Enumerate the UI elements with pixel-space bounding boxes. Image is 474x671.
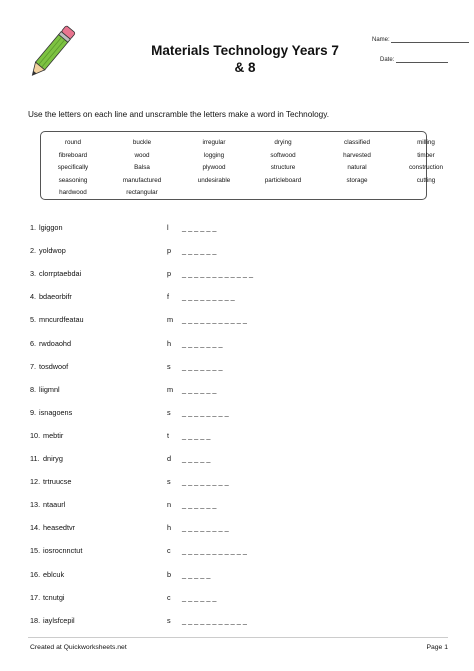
first-letter-hint: m xyxy=(167,315,174,325)
word-bank-item: irregular xyxy=(202,139,226,146)
word-bank-item: logging xyxy=(203,151,225,159)
answer-blanks[interactable]: _ _ _ _ _ _ _ _ _ _ _ xyxy=(182,546,247,556)
first-letter-hint: c xyxy=(167,592,171,602)
page-title xyxy=(130,42,360,76)
first-letter-hint: t xyxy=(167,430,170,440)
word-bank-item: milling xyxy=(417,139,435,146)
first-letter-hint: s xyxy=(167,407,171,417)
word-bank-item: cutting xyxy=(416,176,436,184)
instructions: Use the letters on each line and unscramble the letters make a word in Technology. xyxy=(28,110,329,119)
page-number: Page 1 xyxy=(426,644,448,651)
answer-blanks[interactable]: _ _ _ _ _ _ _ _ _ _ _ xyxy=(182,315,247,325)
question-row xyxy=(30,223,330,237)
question-row xyxy=(30,408,330,422)
question-number: 15. xyxy=(30,546,41,556)
answer-blanks[interactable]: _ _ _ _ _ _ _ _ _ _ _ xyxy=(182,615,247,625)
question-number: 13. xyxy=(30,500,41,510)
scrambled-word: ntaaurl xyxy=(43,500,66,510)
question-number: 11. xyxy=(30,454,40,463)
scrambled-word: tcnutgi xyxy=(43,592,65,602)
question-number: 1. xyxy=(30,223,37,232)
word-bank-item: undesirable xyxy=(197,176,231,184)
date-label: Date: xyxy=(380,57,395,63)
question-row xyxy=(30,546,330,560)
first-letter-hint: s xyxy=(167,477,171,487)
word-bank-item: wood xyxy=(134,151,150,159)
title-line-1: Materials Technology Years 7 xyxy=(151,43,339,58)
answer-blanks[interactable]: _ _ _ _ _ _ _ _ xyxy=(182,523,229,533)
footer-credit: Created at Quickworksheets.net xyxy=(30,644,127,651)
question-row xyxy=(30,315,330,329)
answer-blanks[interactable]: _ _ _ _ _ _ xyxy=(182,384,217,394)
first-letter-hint: n xyxy=(167,500,172,510)
word-bank-item: buckle xyxy=(132,139,152,146)
question-number: 2. xyxy=(30,246,37,256)
question-row xyxy=(30,431,330,445)
question-number: 14. xyxy=(30,523,41,533)
question-row xyxy=(30,269,330,283)
answer-blanks[interactable]: _ _ _ _ _ xyxy=(182,430,211,440)
scrambled-word: trtruucse xyxy=(43,477,72,487)
scrambled-word: rwdoaohd xyxy=(39,338,72,348)
question-row xyxy=(30,292,330,306)
word-bank-item: particleboard xyxy=(264,176,302,184)
word-bank-item: drying xyxy=(274,139,292,146)
question-number: 7. xyxy=(30,361,37,371)
question-row xyxy=(30,570,330,584)
pencil-icon xyxy=(26,20,76,86)
question-row xyxy=(30,616,330,630)
word-bank-item: specifically xyxy=(57,164,89,171)
scrambled-word: tosdwoof xyxy=(39,361,69,371)
first-letter-hint: p xyxy=(167,246,172,256)
first-letter-hint: h xyxy=(167,523,172,533)
first-letter-hint: b xyxy=(167,569,172,579)
question-number: 16. xyxy=(30,569,41,579)
word-bank-item: Balsa xyxy=(134,164,150,171)
answer-blanks[interactable]: _ _ _ _ _ _ _ xyxy=(182,361,223,371)
scrambled-word: lgiggon xyxy=(39,223,63,232)
answer-blanks[interactable]: _ _ _ _ _ _ xyxy=(182,500,217,510)
word-bank xyxy=(40,131,443,200)
question-number: 4. xyxy=(30,292,37,302)
word-bank-item: natural xyxy=(347,164,367,171)
question-row xyxy=(30,523,330,537)
word-bank-item: softwood xyxy=(270,151,296,159)
question-number: 18. xyxy=(30,615,41,625)
word-bank-item: classified xyxy=(344,139,370,146)
answer-blanks[interactable]: _ _ _ _ _ _ _ _ xyxy=(182,407,229,417)
first-letter-hint: s xyxy=(167,615,171,625)
question-row xyxy=(30,246,330,260)
scrambled-word: mncurdfeatau xyxy=(39,315,84,325)
scrambled-word: bdaeorbifr xyxy=(39,292,72,302)
scrambled-word: heasedtvr xyxy=(43,523,76,533)
first-letter-hint: l xyxy=(167,223,169,232)
question-number: 8. xyxy=(30,384,37,394)
word-bank-item: structure xyxy=(270,164,296,171)
scrambled-word: eblcuk xyxy=(43,569,65,579)
first-letter-hint: p xyxy=(167,269,172,279)
question-row xyxy=(30,454,330,468)
question-number: 6. xyxy=(30,338,37,348)
question-row xyxy=(30,500,330,514)
word-bank-item: manufactured xyxy=(122,176,162,184)
scrambled-word: iosrocnnctut xyxy=(43,546,83,556)
word-bank-item: hardwood xyxy=(59,189,87,196)
first-letter-hint: m xyxy=(167,384,174,394)
title-line-2: & 8 xyxy=(234,60,256,75)
question-row xyxy=(30,362,330,376)
answer-blanks[interactable]: _ _ _ _ _ _ _ xyxy=(182,338,223,348)
answer-blanks[interactable]: _ _ _ _ _ _ _ _ xyxy=(182,477,229,487)
scrambled-word: isnagoens xyxy=(39,407,73,417)
question-row xyxy=(30,339,330,353)
name-line[interactable] xyxy=(391,35,469,43)
question-row xyxy=(30,477,330,491)
question-row xyxy=(30,385,330,399)
question-number: 17. xyxy=(30,592,41,602)
first-letter-hint: s xyxy=(167,361,171,371)
word-bank-item: timber xyxy=(417,151,435,159)
date-line[interactable] xyxy=(396,55,448,63)
word-bank-item: harvested xyxy=(343,151,371,159)
answer-blanks[interactable]: _ _ _ _ _ xyxy=(182,454,211,463)
first-letter-hint: h xyxy=(167,338,172,348)
footer-divider xyxy=(28,637,448,638)
word-bank-item: seasoning xyxy=(58,176,88,184)
word-bank-item: storage xyxy=(346,176,368,184)
scrambled-word: dniryg xyxy=(43,454,63,463)
question-number: 10. xyxy=(30,430,41,440)
scrambled-word: mebtir xyxy=(43,430,64,440)
name-label: Name: xyxy=(372,37,390,43)
answer-blanks[interactable]: _ _ _ _ _ xyxy=(182,569,211,579)
answer-blanks[interactable]: _ _ _ _ _ _ _ _ _ _ _ _ xyxy=(182,269,253,279)
answer-blanks[interactable]: _ _ _ _ _ _ xyxy=(182,223,217,232)
first-letter-hint: f xyxy=(167,292,170,302)
question-number: 12. xyxy=(30,477,41,487)
scrambled-word: yoldwop xyxy=(39,246,66,256)
answer-blanks[interactable]: _ _ _ _ _ _ _ _ _ xyxy=(182,292,235,302)
question-number: 3. xyxy=(30,269,37,279)
scrambled-word: liigmnl xyxy=(39,384,60,394)
word-bank-item: plywood xyxy=(202,164,226,171)
name-field[interactable] xyxy=(372,35,469,43)
first-letter-hint: c xyxy=(167,546,171,556)
answer-blanks[interactable]: _ _ _ _ _ _ xyxy=(182,592,217,602)
word-bank-item: round xyxy=(64,139,82,146)
question-number: 9. xyxy=(30,407,37,417)
question-row xyxy=(30,593,330,607)
first-letter-hint: d xyxy=(167,454,172,463)
scrambled-word: clorrptaebdai xyxy=(39,269,82,279)
scrambled-word: iaylsfcepil xyxy=(43,615,75,625)
word-bank-item: fibreboard xyxy=(58,151,88,159)
answer-blanks[interactable]: _ _ _ _ _ _ xyxy=(182,246,217,256)
question-number: 5. xyxy=(30,315,37,325)
word-bank-item: construction xyxy=(409,164,443,171)
date-field[interactable] xyxy=(380,55,448,63)
word-bank-item: rectangular xyxy=(126,189,158,196)
